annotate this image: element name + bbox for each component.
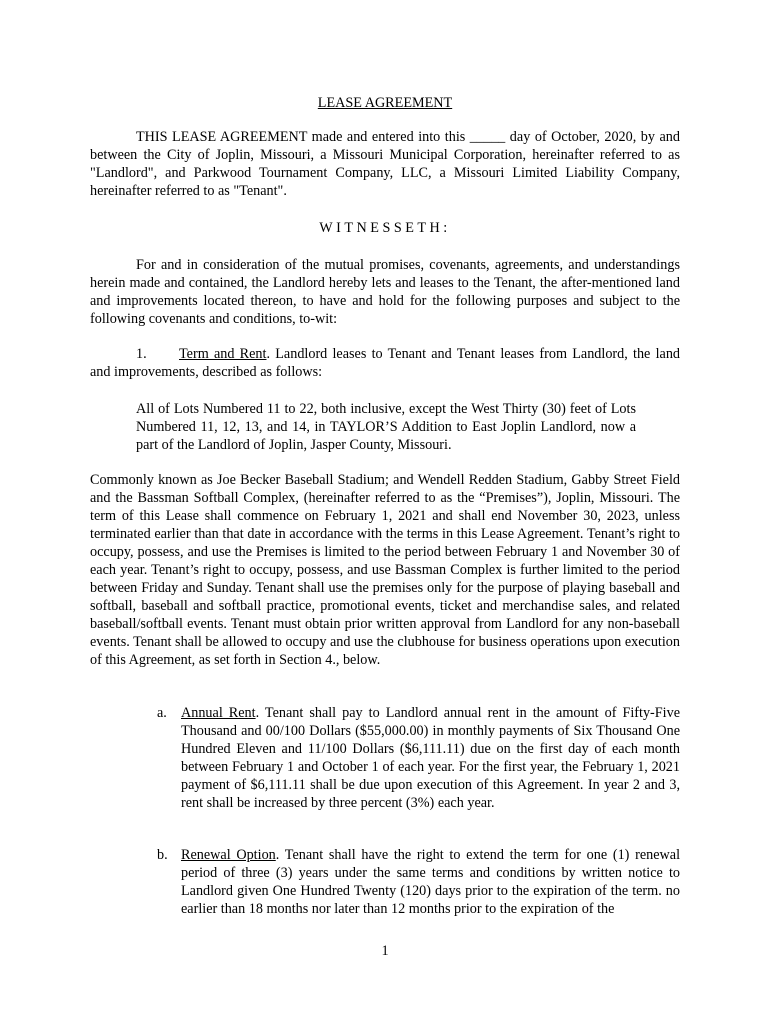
item-annual-rent: [157, 704, 680, 812]
section-1-number: 1.: [136, 346, 147, 362]
item-b-heading: Renewal Option: [181, 847, 276, 863]
item-a-heading: Annual Rent: [181, 705, 256, 721]
section-1-heading: Term and Rent: [179, 346, 267, 362]
legal-description: All of Lots Numbered 11 to 22, both inclusive, except the West Thirty (30) feet of Lots Numbered 11, 12, 13, and 14, in TAYLOR’S Addition to East Joplin Landlord, now a part of the Landlord of Joplin, Jasper County, Missouri.: [136, 401, 636, 453]
consideration-paragraph: For and in consideration of the mutual promises, covenants, agreements, and understandings herein made and contained, the Landlord hereby lets and leases to the Tenant, the after-mentioned land and improvements located thereon, to have and hold for the following purposes and subject to the following covenants and conditions, to-wit:: [90, 257, 680, 327]
premises-paragraph: Commonly known as Joe Becker Baseball Stadium; and Wendell Redden Stadium, Gabby Street Field and the Bassman Softball Complex, (hereinafter referred to as the “Premises”), Joplin, Missouri. The term of this Lease shall commence on February 1, 2021 and shall end November 30, 2023, unless terminated earlier than that date in accordance with the terms in this Lease Agreement. Tenant’s right to occupy, possess, and use the Premises is limited to the period between February 1 and November 30 of each year. Tenant’s right to occupy, possess, and use Bassman Complex is further limited to the period between Friday and Sunday. Tenant shall use the premises only for the purpose of playing baseball and softball, baseball and softball practice, promotional events, ticket and merchandise sales, and related baseball/softball events. Tenant must obtain prior written approval from Landlord for any non-baseball events. Tenant shall be allowed to occupy and use the clubhouse for business operations upon execution of this Agreement, as set forth in Section 4., below.: [90, 472, 680, 668]
item-renewal-option: [157, 846, 680, 918]
item-a-text: . Tenant shall pay to Landlord annual rent in the amount of Fifty-Five Thousand and 00/100 Dollars ($55,000.00) in monthly payments of Six Thousand One Hundred Eleven and 11/100 Dollars ($6,111.11) due on the first day of each month between February 1 and October 1 of each year. For the first year, the February 1, 2021 payment of $6,111.11 shall be due upon execution of this Agreement. In year 2 and 3, rent shall be increased by three percent (3%) each year.: [181, 705, 681, 811]
item-b-body: [181, 846, 680, 918]
item-a-marker: a.: [157, 705, 167, 721]
document-title: LEASE AGREEMENT: [317, 95, 453, 111]
witnesseth-heading: WITNESSETH:: [319, 220, 451, 236]
item-b-marker: b.: [157, 847, 168, 863]
page-number: 1: [381, 943, 389, 959]
section-1-text: . Landlord leases to Tenant and Tenant leases from Landlord, the land and improvements, described as follows:: [90, 346, 681, 380]
section-1-paragraph: [90, 345, 680, 381]
intro-paragraph: THIS LEASE AGREEMENT made and entered into this _____ day of October, 2020, by and between the City of Joplin, Missouri, a Missouri Municipal Corporation, hereinafter referred to as "Landlord", and Parkwood Tournament Company, LLC, a Missouri Limited Liability Company, hereinafter referred to as "Tenant".: [90, 129, 680, 199]
item-a-body: [181, 704, 680, 812]
item-b-text: . Tenant shall have the right to extend the term for one (1) renewal period of three (3) years under the same terms and conditions by written notice to Landlord given One Hundred Twenty (120) days prior to the expiration of the term. no earlier than 18 months nor later than 12 months prior to the expiration of the: [181, 847, 681, 917]
